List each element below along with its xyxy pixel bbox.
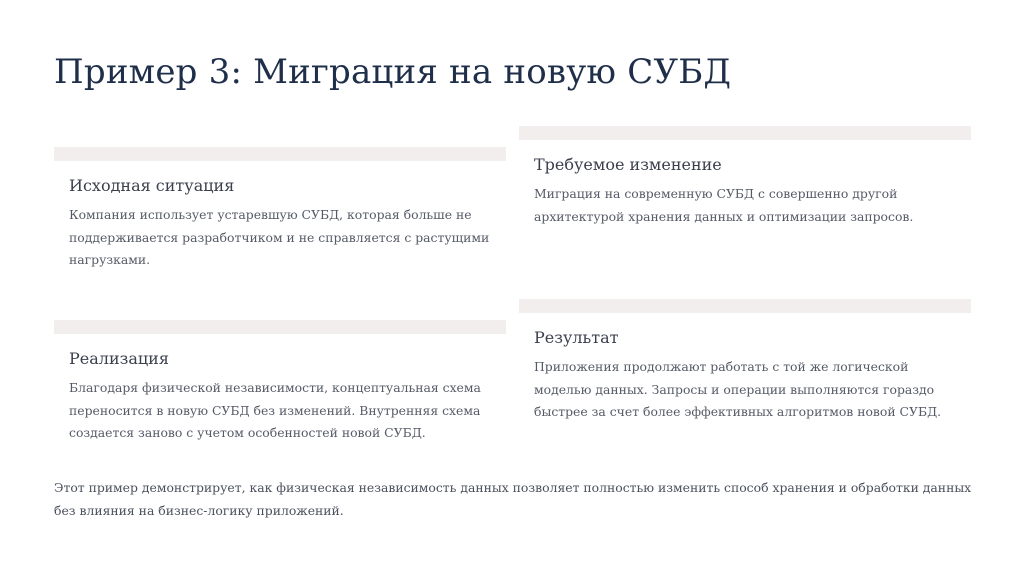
card-header-bar	[519, 126, 971, 140]
card-header-bar	[54, 147, 506, 161]
card-text: Компания использует устаревшую СУБД, которая больше не поддерживается разработчиком и не справляется с растущими нагрузками.	[69, 207, 490, 267]
card-initial-situation	[54, 147, 506, 272]
card-text: Миграция на современную СУБД с совершенно другой архитектурой хранения данных и оптимизации запросов.	[534, 186, 914, 224]
summary-text: Этот пример демонстрирует, как физическая независимость данных позволяет полностью изменить способ хранения и обработки данных без влияния на бизнес-логику приложений.	[54, 480, 972, 518]
card-title: Реализация	[69, 349, 169, 368]
card-implementation	[54, 320, 506, 445]
card-header-bar	[54, 320, 506, 334]
slide-title: Пример 3: Миграция на новую СУБД	[54, 52, 732, 92]
card-title: Исходная ситуация	[69, 176, 235, 195]
card-header-bar	[519, 299, 971, 313]
card-required-change	[519, 126, 971, 228]
card-result	[519, 299, 971, 424]
card-text: Приложения продолжают работать с той же логической моделью данных. Запросы и операции выполняются гораздо быстрее за счет более эффективных алгоритмов новой СУБД.	[534, 359, 942, 419]
card-title: Результат	[534, 328, 619, 347]
card-title: Требуемое изменение	[534, 155, 722, 174]
card-text: Благодаря физической независимости, концептуальная схема переносится в новую СУБД без изменений. Внутренняя схема создается заново с учетом особенностей новой СУБД.	[69, 380, 481, 440]
